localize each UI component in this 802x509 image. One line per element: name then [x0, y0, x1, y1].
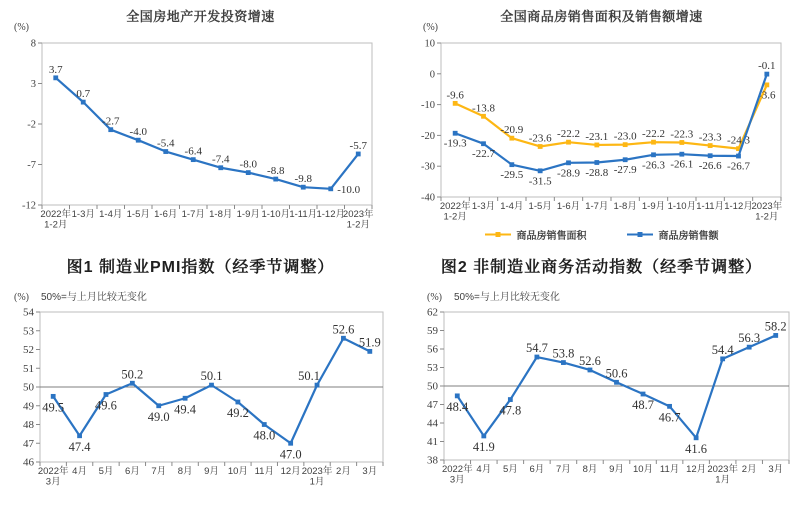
data-label: -8.8: [267, 165, 285, 178]
category-label: 2022年 3月: [37, 466, 69, 488]
y-tick-label: 47: [427, 399, 438, 411]
data-label: -24.3: [727, 134, 750, 147]
category-label: 1-11月: [289, 209, 318, 220]
data-point: [720, 356, 725, 361]
data-label: 54.4: [711, 342, 734, 357]
y-tick-label: 59: [427, 325, 438, 337]
data-point: [453, 131, 458, 136]
chart-panel-housing-sales: [401, 0, 802, 250]
data-point: [667, 404, 672, 409]
category-label: 1-11月: [696, 201, 725, 212]
category-label: 5月: [98, 466, 114, 477]
data-point: [508, 397, 513, 402]
chart-caption: 图2 非制造业商务活动指数（经季节调整）: [440, 259, 763, 276]
category-label: 1-3月: [471, 201, 496, 212]
data-label: -23.1: [585, 130, 609, 143]
y-tick-label: -7: [27, 160, 36, 171]
data-label: 49.4: [174, 402, 197, 417]
category-label: 12月: [686, 464, 707, 475]
data-point: [594, 160, 599, 165]
data-point: [764, 72, 769, 77]
data-label: -19.3: [443, 137, 467, 150]
y-tick-label: 41: [427, 436, 438, 448]
data-label: -23.6: [528, 132, 552, 145]
y-tick-label: 56: [427, 343, 438, 356]
series-line: [56, 78, 359, 189]
data-point: [130, 381, 135, 386]
data-label: 47.0: [279, 447, 302, 462]
data-point: [623, 157, 628, 162]
data-point: [764, 82, 769, 87]
chart-panel-manufacturing-pmi: [0, 252, 401, 509]
data-label: 49.0: [147, 409, 170, 424]
category-label: 2022年 1-2月: [439, 201, 471, 223]
data-label: 47.8: [499, 403, 522, 418]
category-label: 1-5月: [126, 209, 150, 220]
data-point: [191, 157, 196, 162]
y-tick-label: -30: [421, 161, 435, 173]
data-point: [747, 345, 752, 350]
data-point: [708, 143, 713, 148]
y-tick-label: 52: [23, 344, 34, 356]
data-point: [773, 333, 778, 338]
y-tick-label: 38: [427, 454, 438, 467]
data-label: 46.7: [658, 410, 681, 425]
line-chart-svg: [0, 0, 401, 250]
data-label: -3.6: [758, 89, 776, 102]
data-point: [534, 355, 539, 360]
y-tick-label: -12: [22, 200, 36, 212]
unit-label: (%): [427, 292, 442, 303]
line-chart-svg: [401, 0, 802, 250]
chart-panel-investment-growth: [0, 0, 401, 250]
data-point: [108, 127, 113, 132]
chart-panel-nonmanufacturing-index: [401, 252, 802, 509]
legend-item-sales-area: [485, 227, 587, 242]
note-text: 50%=与上月比较无变化: [454, 292, 560, 303]
data-label: -10.0: [337, 183, 361, 196]
category-label: 1-12月: [316, 209, 346, 220]
category-label: 1-10月: [667, 201, 697, 212]
data-point: [104, 392, 109, 397]
data-point: [81, 100, 86, 105]
category-label: 5月: [502, 464, 518, 475]
y-tick-label: 53: [23, 325, 34, 338]
category-label: 1-12月: [724, 201, 753, 212]
y-tick-label: 53: [427, 362, 438, 374]
y-tick-label: 8: [30, 38, 36, 50]
data-point: [679, 152, 684, 157]
category-label: 10月: [227, 466, 248, 477]
data-point: [453, 101, 458, 106]
data-label: -26.3: [642, 159, 665, 172]
data-point: [51, 394, 56, 399]
y-tick-label: -2: [27, 119, 36, 131]
data-point: [246, 170, 251, 175]
category-label: 9月: [609, 464, 624, 475]
category-label: 2023年 1-2月: [751, 201, 783, 223]
data-point: [651, 140, 656, 145]
chart-title: 全国房地产开发投资增速: [126, 9, 275, 24]
data-label: 48.4: [446, 399, 469, 414]
unit-label: (%): [14, 22, 29, 33]
category-label: 1-9月: [236, 209, 260, 220]
data-label: -26.6: [698, 160, 722, 173]
y-tick-label: 48: [23, 419, 34, 431]
data-label: 49.6: [95, 398, 117, 413]
data-point: [235, 400, 240, 405]
unit-label: (%): [14, 292, 29, 303]
category-label: 6月: [529, 464, 545, 475]
legend-marker-icon: [485, 230, 511, 239]
data-label: 3.7: [48, 63, 63, 76]
data-point: [651, 152, 656, 157]
data-label: 50.6: [605, 366, 628, 381]
category-label: 1-9月: [641, 201, 666, 212]
data-label: 50.1: [298, 369, 321, 384]
chart-caption: 图1 制造业PMI指数（经季节调整）: [66, 259, 335, 276]
data-point: [301, 185, 306, 190]
data-label: 48.7: [632, 398, 654, 413]
data-point: [273, 177, 278, 182]
data-label: -23.0: [613, 130, 637, 143]
data-point: [538, 168, 543, 173]
unit-label: (%): [423, 22, 438, 33]
legend-label: 商品房销售面积: [516, 231, 587, 242]
category-label: 2月: [741, 464, 757, 475]
category-label: 1-4月: [500, 201, 524, 212]
y-tick-label: 47: [23, 437, 34, 450]
category-label: 1-6月: [154, 209, 178, 220]
data-label: 53.8: [552, 346, 575, 361]
data-point: [679, 140, 684, 145]
data-point: [588, 368, 593, 373]
note-text: 50%=与上月比较无变化: [41, 292, 147, 303]
data-label: -9.8: [294, 173, 312, 186]
data-point: [481, 434, 486, 439]
legend: [401, 227, 802, 242]
data-label: -7.4: [212, 153, 230, 166]
data-point: [561, 360, 566, 365]
category-label: 11月: [659, 464, 680, 475]
category-label: 7月: [556, 464, 571, 475]
y-tick-label: 51: [23, 362, 34, 375]
category-label: 3月: [362, 466, 378, 477]
legend-item-sales-value: [627, 227, 719, 242]
data-label: -22.2: [557, 128, 580, 141]
data-point: [156, 403, 161, 408]
category-label: 1-7月: [181, 209, 205, 220]
data-label: -28.9: [557, 167, 580, 180]
category-label: 12月: [280, 466, 301, 477]
category-label: 3月: [768, 464, 784, 475]
data-point: [736, 154, 741, 159]
data-point: [209, 383, 214, 388]
data-label: -27.9: [613, 164, 637, 177]
data-point: [328, 186, 333, 191]
data-label: 41.9: [472, 439, 495, 454]
data-label: -26.1: [670, 158, 694, 171]
data-point: [708, 153, 713, 158]
category-label: 10月: [632, 464, 654, 475]
y-tick-label: 46: [23, 456, 34, 469]
category-label: 1-5月: [528, 201, 552, 212]
data-label: 52.6: [332, 322, 355, 337]
data-point: [367, 349, 372, 354]
data-label: 50.2: [121, 367, 144, 382]
y-tick-label: 49: [23, 400, 34, 413]
data-label: 47.4: [68, 439, 91, 454]
y-tick-label: -10: [421, 100, 435, 112]
data-label: -8.0: [239, 158, 257, 171]
data-label: -6.4: [184, 145, 202, 158]
legend-point: [637, 232, 642, 237]
y-tick-label: 54: [23, 306, 34, 319]
data-label: -4.0: [129, 126, 147, 139]
legend-label: 商品房销售额: [658, 231, 719, 242]
data-label: 56.3: [738, 331, 761, 346]
data-label: -5.7: [349, 139, 367, 152]
data-label: 49.2: [226, 406, 249, 420]
data-label: -22.3: [670, 128, 694, 141]
line-chart-svg: [0, 252, 401, 509]
data-label: -28.8: [585, 167, 609, 180]
data-label: -20.9: [500, 124, 524, 137]
data-label: -23.3: [698, 131, 722, 144]
data-label: -13.8: [472, 102, 495, 115]
data-point: [262, 422, 267, 427]
data-point: [77, 433, 82, 438]
category-label: 1-8月: [613, 201, 637, 212]
data-point: [455, 393, 460, 398]
category-label: 2023年 1月: [301, 466, 333, 488]
data-label: -22.2: [642, 128, 665, 141]
category-label: 2月: [336, 466, 351, 477]
data-point: [341, 336, 346, 341]
data-point: [594, 143, 599, 148]
data-point: [315, 383, 320, 388]
data-point: [623, 142, 628, 147]
line-chart-svg: [401, 252, 802, 509]
category-label: 1-6月: [556, 201, 581, 212]
y-tick-label: 62: [427, 306, 438, 319]
data-label: 52.6: [579, 353, 601, 368]
data-label: -31.5: [528, 175, 552, 188]
data-label: 0.7: [76, 88, 91, 101]
data-point: [641, 392, 646, 397]
data-label: -2.7: [102, 115, 120, 128]
data-label: 51.9: [358, 335, 381, 350]
data-point: [163, 149, 168, 154]
series-line: [455, 74, 767, 171]
category-label: 1-10月: [261, 209, 291, 220]
data-point: [183, 396, 188, 401]
category-label: 8月: [177, 466, 193, 477]
chart-title: 全国商品房销售面积及销售额增速: [500, 9, 703, 24]
data-label: 50.1: [200, 369, 223, 384]
data-point: [481, 114, 486, 119]
category-label: 2023年 1-2月: [342, 209, 374, 231]
y-tick-label: 3: [30, 79, 36, 90]
plot-border: [441, 43, 781, 197]
legend-marker-icon: [627, 230, 653, 239]
category-label: 2022年 3月: [441, 464, 473, 486]
category-label: 8月: [582, 464, 598, 475]
data-label: 58.2: [764, 319, 787, 334]
data-point: [566, 140, 571, 145]
data-label: 48.0: [253, 428, 276, 443]
category-label: 1-8月: [209, 209, 233, 220]
data-point: [538, 144, 543, 149]
series-line: [53, 338, 370, 443]
category-label: 4月: [476, 464, 492, 475]
y-tick-label: 50: [427, 380, 438, 393]
data-label: -5.4: [157, 137, 175, 150]
data-point: [509, 136, 514, 141]
data-point: [481, 141, 486, 146]
data-point: [288, 441, 293, 446]
data-point: [136, 138, 141, 143]
data-label: 54.7: [525, 341, 548, 356]
category-label: 2023年 1月: [707, 464, 738, 486]
data-label: 49.5: [42, 400, 65, 415]
data-label: 41.6: [685, 441, 708, 456]
y-tick-label: 44: [427, 417, 438, 430]
category-label: 2022年 1-2月: [40, 209, 72, 231]
y-tick-label: -20: [421, 130, 435, 142]
data-point: [356, 152, 361, 157]
data-label: -9.6: [446, 89, 464, 102]
category-label: 1-3月: [71, 209, 95, 220]
category-label: 1-4月: [99, 209, 123, 220]
y-tick-label: 10: [424, 38, 435, 50]
category-label: 4月: [72, 466, 87, 477]
y-tick-label: -40: [421, 192, 435, 204]
legend-point: [495, 232, 500, 237]
plot-border: [42, 43, 372, 205]
data-point: [694, 435, 699, 440]
data-point: [53, 75, 58, 80]
category-label: 11月: [254, 466, 274, 477]
data-point: [509, 162, 514, 167]
data-point: [566, 160, 571, 165]
data-point: [614, 380, 619, 385]
category-label: 1-7月: [585, 201, 609, 212]
y-tick-label: 50: [23, 381, 34, 394]
y-tick-label: 0: [429, 69, 435, 81]
data-label: -0.1: [758, 60, 776, 73]
category-label: 9月: [204, 466, 219, 477]
category-label: 6月: [124, 466, 140, 477]
data-label: -26.7: [727, 160, 750, 173]
data-label: -22.7: [472, 148, 495, 161]
data-point: [218, 165, 223, 170]
category-label: 7月: [151, 466, 167, 477]
data-label: -29.5: [500, 169, 524, 182]
